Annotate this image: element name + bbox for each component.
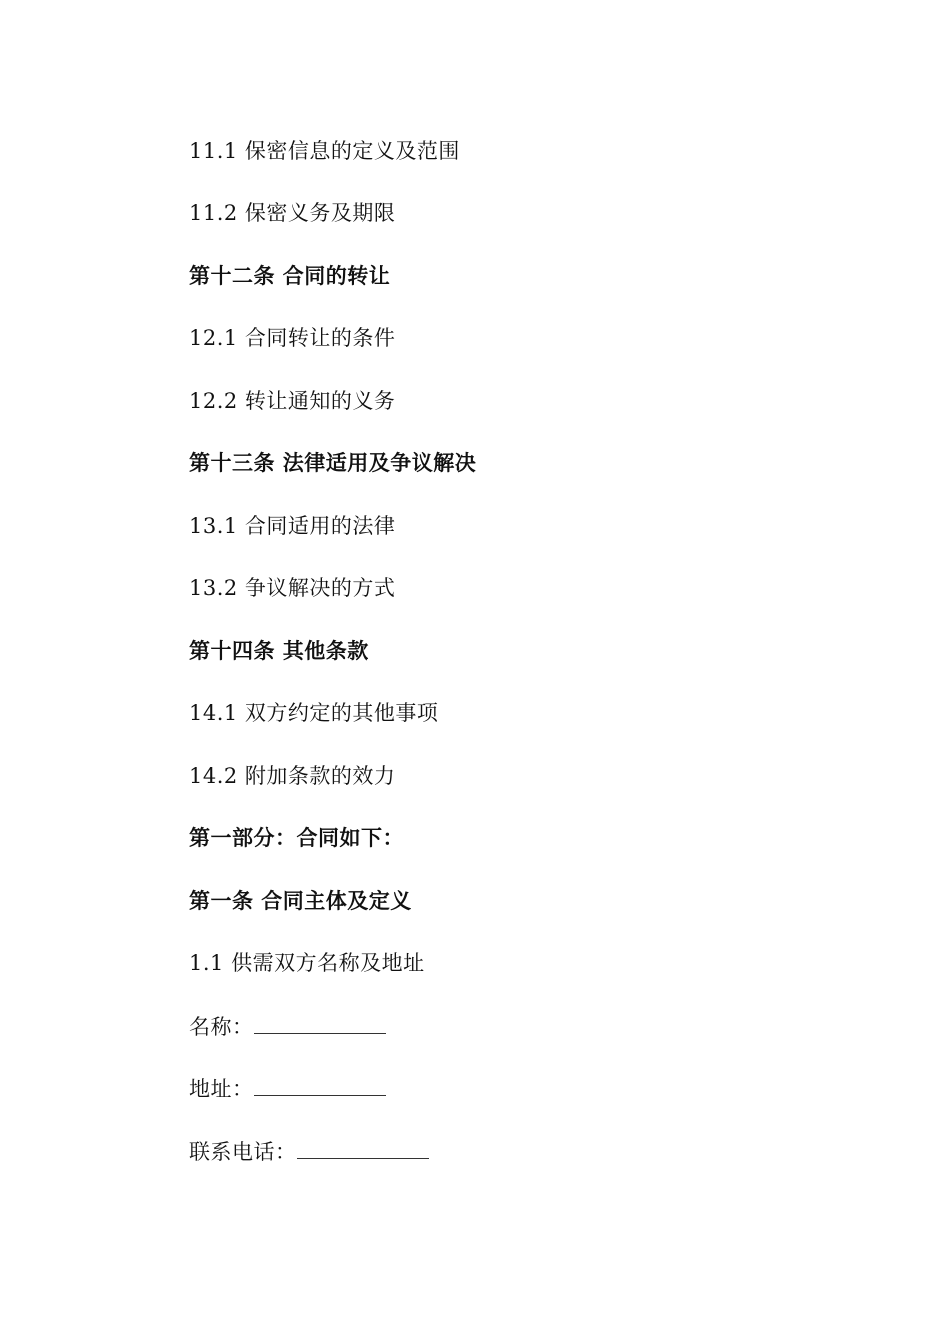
name-field-blank[interactable] (254, 1013, 386, 1034)
article-12-heading: 第十二条 合同的转让 (189, 264, 391, 288)
phone-field-blank[interactable] (297, 1138, 429, 1159)
address-field-blank[interactable] (254, 1075, 386, 1096)
phone-field-row (189, 1138, 429, 1165)
phone-field-label: 联系电话： (189, 1140, 297, 1164)
clause-12-1: 12.1 合同转让的条件 (189, 326, 396, 350)
name-field-label: 名称： (189, 1015, 254, 1039)
clause-13-2: 13.2 争议解决的方式 (189, 576, 396, 600)
article-13-heading: 第十三条 法律适用及争议解决 (189, 451, 477, 475)
address-field-label: 地址： (189, 1077, 254, 1101)
clause-14-1: 14.1 双方约定的其他事项 (189, 701, 439, 725)
article-1-heading: 第一条 合同主体及定义 (189, 889, 412, 913)
clause-13-1: 13.1 合同适用的法律 (189, 514, 396, 538)
clause-14-2: 14.2 附加条款的效力 (189, 764, 396, 788)
clause-1-1: 1.1 供需双方名称及地址 (189, 951, 425, 975)
name-field-row (189, 1013, 386, 1040)
clause-11-1: 11.1 保密信息的定义及范围 (189, 139, 460, 163)
clause-11-2: 11.2 保密义务及期限 (189, 201, 396, 225)
clause-12-2: 12.2 转让通知的义务 (189, 389, 396, 413)
part-one-heading: 第一部分：合同如下： (189, 826, 404, 850)
address-field-row (189, 1075, 386, 1102)
article-14-heading: 第十四条 其他条款 (189, 639, 369, 663)
